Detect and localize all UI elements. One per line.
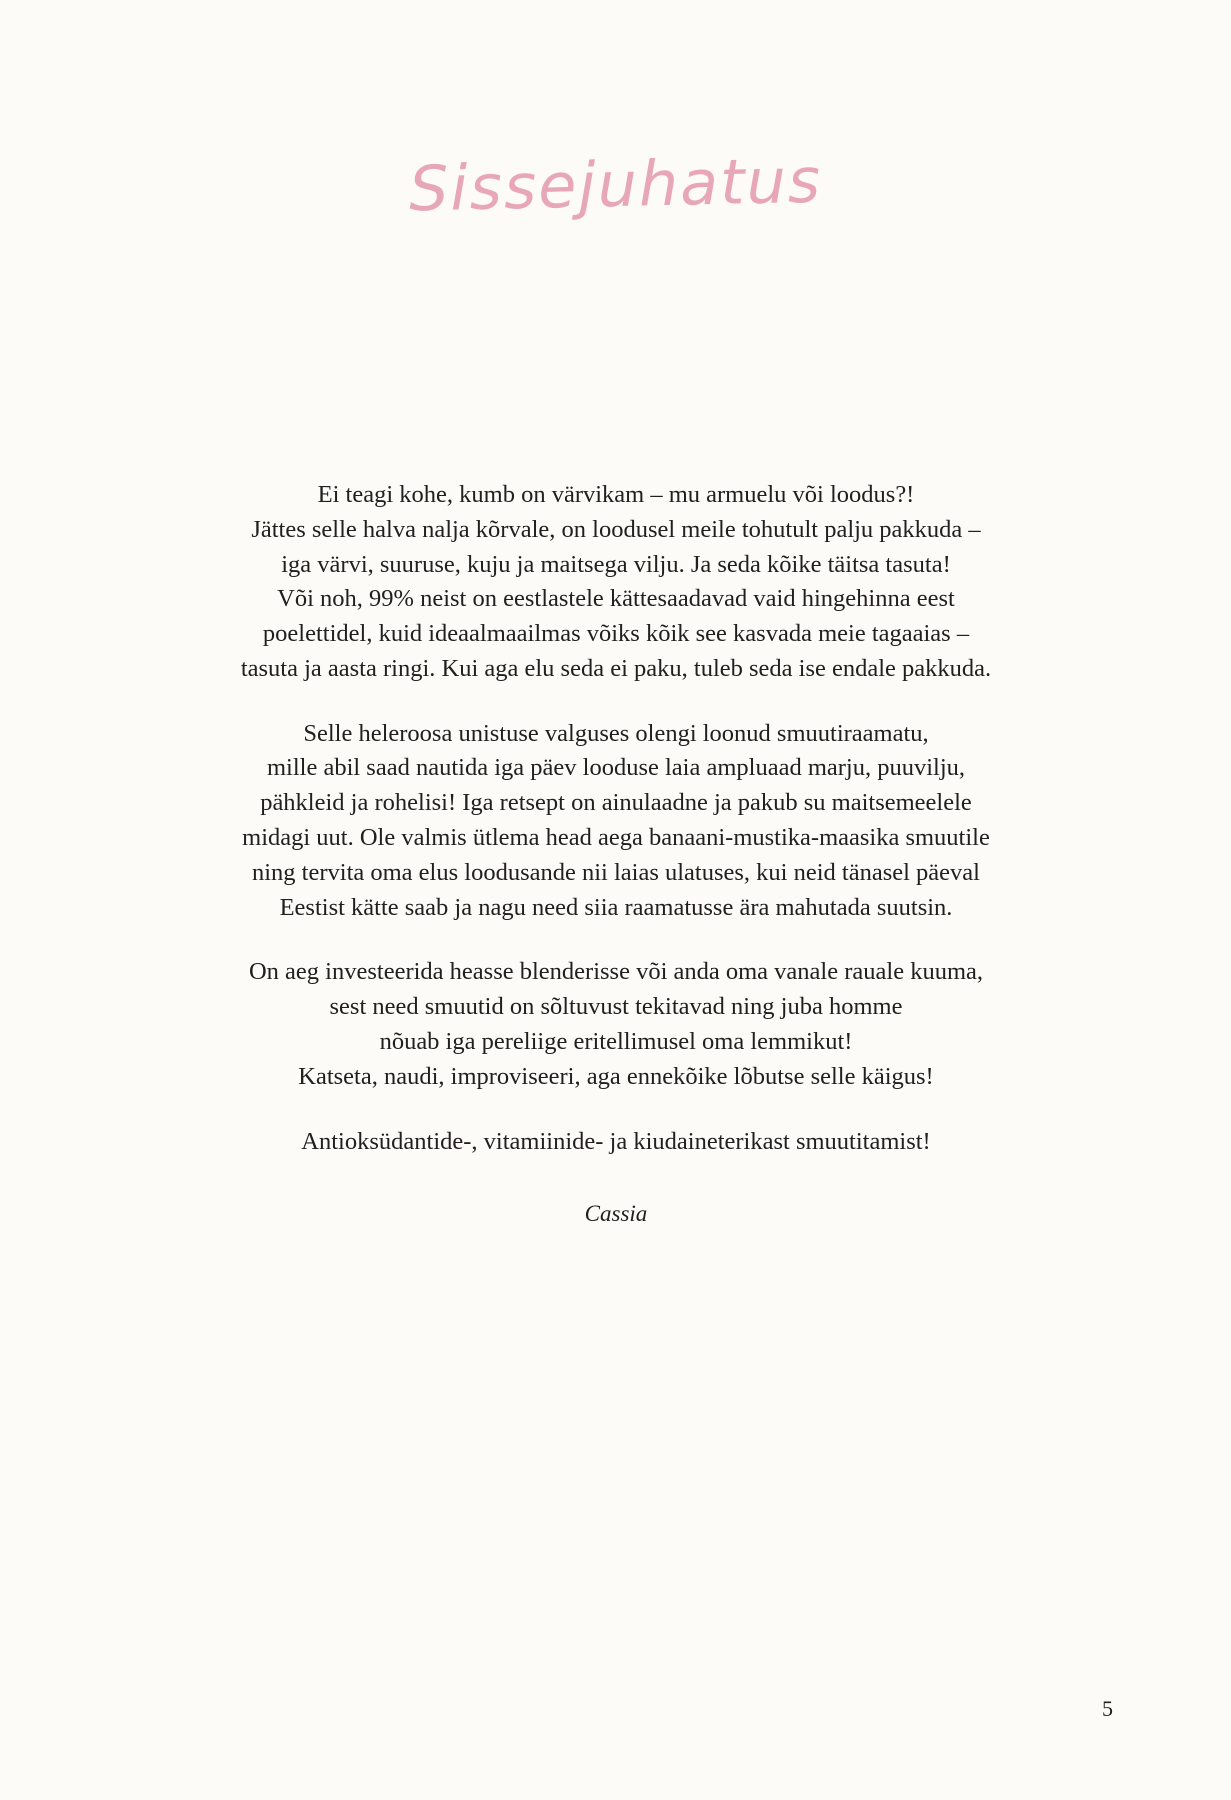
paragraph-line: Selle heleroosa unistuse valguses olengi loonud smuutiraamatu,	[303, 719, 929, 747]
paragraph-line: sest need smuutid on sõltuvust tekitavad ning juba homme	[329, 993, 903, 1021]
paragraph-line: mille abil saad nautida iga päev looduse laia ampluaad marju, puuvilju,	[266, 754, 966, 782]
page-title: Sissejuhatus	[408, 143, 823, 226]
paragraph-line: nõuab iga pereliige eritellimusel oma lemmikut!	[379, 1027, 853, 1055]
paragraph-line: pähkleid ja rohelisi! Iga retsept on ainulaadne ja pakub su maitsemeelele	[260, 789, 972, 817]
page-number: 5	[1102, 1696, 1113, 1721]
paragraph-line: Antioksüdantide-, vitamiinide- ja kiudaineterikast smuutitamist!	[301, 1127, 931, 1155]
paragraph-line: iga värvi, suuruse, kuju ja maitsega vilju. Ja seda kõike täitsa tasuta!	[281, 550, 951, 578]
paragraph-line: poelettidel, kuid ideaalmaailmas võiks kõik see kasvada meie tagaaias –	[262, 620, 970, 648]
paragraph-line: Või noh, 99% neist on eestlastele kättesaadavad vaid hingehinna eest	[277, 585, 955, 613]
paragraph-line: ning tervita oma elus loodusande nii laias ulatuses, kui neid tänasel päeval	[251, 858, 980, 886]
paragraph-line: Eestist kätte saab ja nagu need siia raamatusse ära mahutada suutsin.	[279, 893, 953, 921]
paragraph-line: Jättes selle halva nalja kõrvale, on loodusel meile tohutult palju pakkuda –	[251, 515, 981, 543]
paragraph-line: midagi uut. Ole valmis ütlema head aega banaani-mustika-maasika smuutile	[242, 824, 990, 852]
paragraph-line: Ei teagi kohe, kumb on värvikam – mu armuelu või loodus?!	[317, 481, 915, 508]
paragraph-3	[180, 955, 1052, 1094]
paragraph-line: Katseta, naudi, improviseeri, aga ennekõike lõbutse selle käigus!	[298, 1062, 934, 1090]
paragraph-1	[180, 478, 1052, 687]
introduction-body	[180, 478, 1052, 1227]
paragraph-line: On aeg investeerida heasse blenderisse või anda oma vanale rauale kuuma,	[248, 958, 984, 986]
paragraph-line: tasuta ja aasta ringi. Kui aga elu seda ei paku, tuleb seda ise endale pakkuda.	[240, 654, 992, 682]
paragraph-4	[180, 1125, 1052, 1160]
paragraph-2	[180, 717, 1052, 926]
author-signature: Cassia	[584, 1201, 648, 1227]
